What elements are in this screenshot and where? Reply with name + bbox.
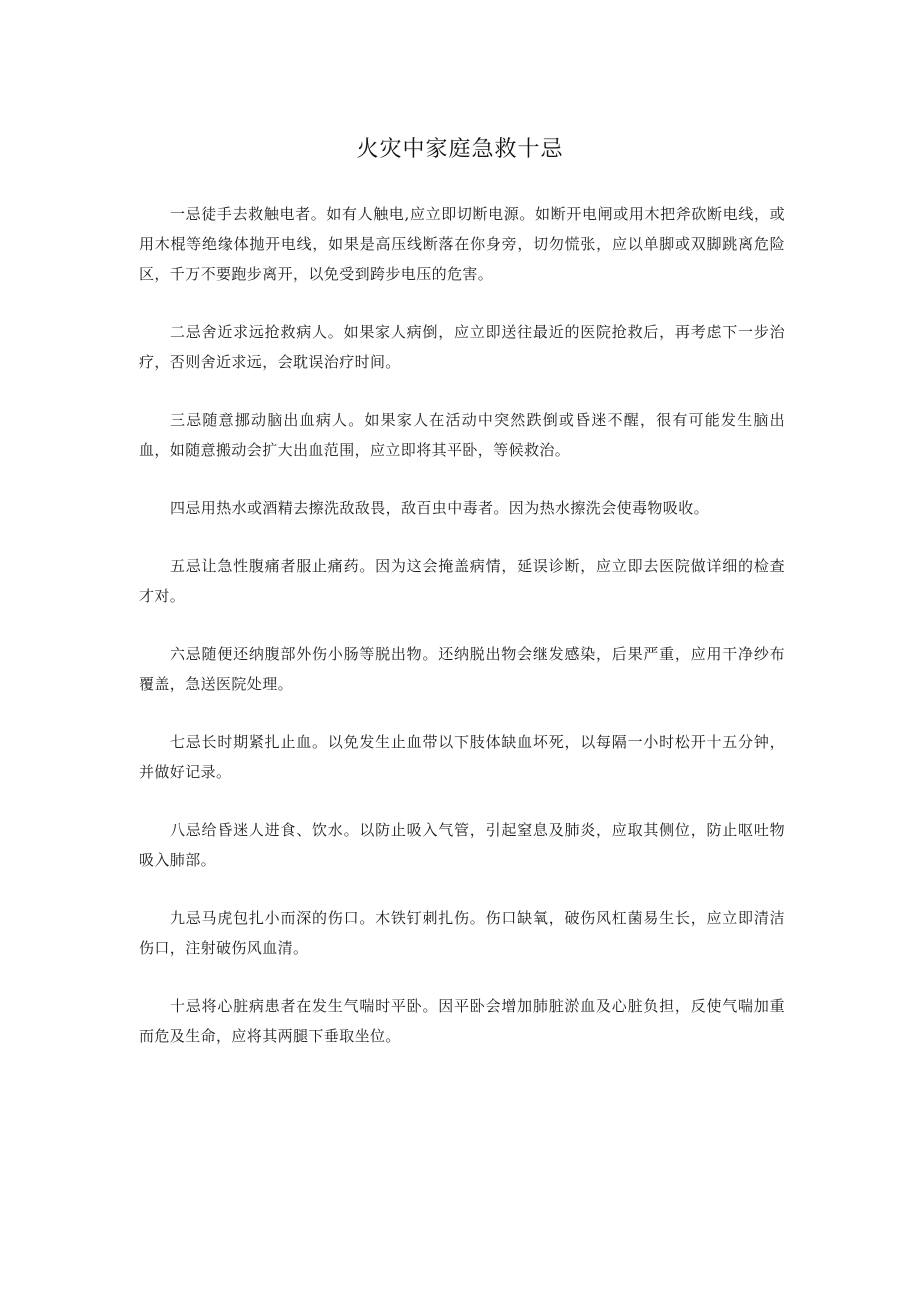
paragraph-9: 九忌马虎包扎小而深的伤口。木铁钉刺扎伤。伤口缺氧，破伤风杠菌易生长，应立即清洁伤口，注射破伤风血清。 — [139, 909, 785, 957]
paragraph-4: 四忌用热水或酒精去擦洗敌敌畏，敌百虫中毒者。因为热水擦洗会使毒物吸收。 — [170, 499, 710, 517]
document-title: 火灾中家庭急救十忌 — [356, 137, 564, 162]
paragraph-8: 八忌给昏迷人进食、饮水。以防止吸入气管，引起窒息及肺炎，应取其侧位，防止呕吐物吸入肺部。 — [139, 821, 785, 869]
document-body — [139, 199, 785, 1079]
paragraph-1: 一忌徒手去救触电者。如有人触电,应立即切断电源。如断开电闸或用木把斧砍断电线，或用木棍等绝缘体抛开电线，如果是高压线断落在你身旁，切勿慌张，应以单脚或双脚跳离危险区，千万不要跑步离开，以免受到跨步电压的危害。 — [139, 205, 785, 283]
paragraph-6: 六忌随便还纳腹部外伤小肠等脱出物。还纳脱出物会继发感染，后果严重，应用干净纱布覆盖，急送医院处理。 — [139, 645, 785, 693]
paragraph-3: 三忌随意挪动脑出血病人。如果家人在活动中突然跌倒或昏迷不醒，很有可能发生脑出血，如随意搬动会扩大出血范围，应立即将其平卧，等候救治。 — [139, 411, 785, 459]
paragraph-5: 五忌让急性腹痛者服止痛药。因为这会掩盖病情，延误诊断，应立即去医院做详细的检查才对。 — [139, 557, 785, 605]
paragraph-2: 二忌舍近求远抢救病人。如果家人病倒，应立即送往最近的医院抢救后，再考虑下一步治疗，否则舍近求远，会耽误治疗时间。 — [139, 323, 785, 371]
paragraph-10: 十忌将心脏病患者在发生气喘时平卧。因平卧会增加肺脏淤血及心脏负担，反使气喘加重而危及生命，应将其两腿下垂取坐位。 — [139, 997, 785, 1045]
paragraph-7: 七忌长时期紧扎止血。以免发生止血带以下肢体缺血坏死，以每隔一小时松开十五分钟，并做好记录。 — [139, 733, 785, 781]
